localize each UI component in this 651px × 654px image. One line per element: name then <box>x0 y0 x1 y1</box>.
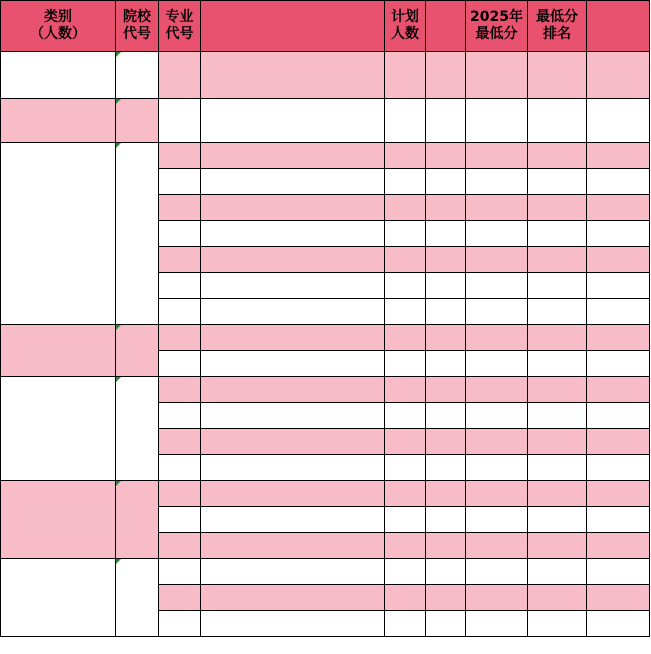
tuition <box>426 169 466 195</box>
min-rank <box>528 611 587 637</box>
major-code <box>159 169 201 195</box>
table-row <box>1 559 650 585</box>
major-name <box>201 533 385 559</box>
major-code <box>159 99 201 143</box>
category-cell <box>1 377 116 481</box>
min-rank <box>528 273 587 299</box>
major-code <box>159 221 201 247</box>
note <box>587 507 650 533</box>
major-name <box>201 99 385 143</box>
major-code <box>159 429 201 455</box>
plan-count <box>385 481 426 507</box>
tuition <box>426 377 466 403</box>
major-code <box>159 611 201 637</box>
major-name <box>201 585 385 611</box>
min-rank <box>528 169 587 195</box>
min-rank <box>528 52 587 99</box>
header-min-rank: 最低分 排名 <box>528 1 587 52</box>
plan-count <box>385 169 426 195</box>
note <box>587 481 650 507</box>
min-score <box>466 481 528 507</box>
plan-count <box>385 403 426 429</box>
tuition <box>426 429 466 455</box>
header-min-score: 2025年 最低分 <box>466 1 528 52</box>
major-name <box>201 507 385 533</box>
min-rank <box>528 221 587 247</box>
major-name <box>201 611 385 637</box>
note <box>587 143 650 169</box>
school-code <box>116 99 159 143</box>
category-cell <box>1 325 116 377</box>
tuition <box>426 299 466 325</box>
major-code <box>159 455 201 481</box>
note <box>587 299 650 325</box>
plan-count <box>385 455 426 481</box>
tuition <box>426 273 466 299</box>
school-code <box>116 52 159 99</box>
min-rank <box>528 351 587 377</box>
min-rank <box>528 585 587 611</box>
tuition <box>426 221 466 247</box>
min-score <box>466 507 528 533</box>
min-score <box>466 559 528 585</box>
plan-count <box>385 533 426 559</box>
plan-count <box>385 325 426 351</box>
note <box>587 169 650 195</box>
tuition <box>426 507 466 533</box>
major-code <box>159 481 201 507</box>
note <box>587 403 650 429</box>
min-score <box>466 143 528 169</box>
table-row <box>1 52 650 99</box>
tuition <box>426 52 466 99</box>
category-cell <box>1 481 116 559</box>
plan-count <box>385 273 426 299</box>
major-code <box>159 52 201 99</box>
major-code <box>159 403 201 429</box>
min-rank <box>528 455 587 481</box>
min-score <box>466 377 528 403</box>
tuition <box>426 351 466 377</box>
header-plan: 计划 人数 <box>385 1 426 52</box>
tuition <box>426 533 466 559</box>
note <box>587 377 650 403</box>
min-score <box>466 99 528 143</box>
plan-count <box>385 585 426 611</box>
min-score <box>466 585 528 611</box>
min-score <box>466 429 528 455</box>
note <box>587 455 650 481</box>
major-name <box>201 52 385 99</box>
note <box>587 351 650 377</box>
note <box>587 325 650 351</box>
header-major-code: 专业 代号 <box>159 1 201 52</box>
major-code <box>159 299 201 325</box>
major-code <box>159 585 201 611</box>
major-code <box>159 533 201 559</box>
school-code <box>116 377 159 481</box>
min-rank <box>528 481 587 507</box>
note <box>587 221 650 247</box>
tuition <box>426 585 466 611</box>
min-score <box>466 455 528 481</box>
min-rank <box>528 403 587 429</box>
table-row <box>1 99 650 143</box>
major-name <box>201 351 385 377</box>
major-name <box>201 195 385 221</box>
tuition <box>426 247 466 273</box>
plan-count <box>385 429 426 455</box>
major-name <box>201 429 385 455</box>
note <box>587 195 650 221</box>
major-code <box>159 351 201 377</box>
tuition <box>426 403 466 429</box>
min-rank <box>528 99 587 143</box>
school-code <box>116 143 159 325</box>
min-score <box>466 52 528 99</box>
min-rank <box>528 533 587 559</box>
tuition <box>426 143 466 169</box>
table-row <box>1 481 650 507</box>
note <box>587 247 650 273</box>
min-rank <box>528 429 587 455</box>
tuition <box>426 611 466 637</box>
major-name <box>201 455 385 481</box>
min-score <box>466 221 528 247</box>
note <box>587 99 650 143</box>
category-cell <box>1 52 116 99</box>
major-code <box>159 377 201 403</box>
plan-count <box>385 559 426 585</box>
note <box>587 429 650 455</box>
school-code <box>116 481 159 559</box>
major-name <box>201 559 385 585</box>
major-code <box>159 507 201 533</box>
min-rank <box>528 325 587 351</box>
category-cell <box>1 143 116 325</box>
plan-count <box>385 52 426 99</box>
note <box>587 585 650 611</box>
major-code <box>159 325 201 351</box>
min-rank <box>528 247 587 273</box>
min-rank <box>528 377 587 403</box>
plan-count <box>385 143 426 169</box>
school-code <box>116 325 159 377</box>
min-score <box>466 403 528 429</box>
major-code <box>159 559 201 585</box>
min-score <box>466 195 528 221</box>
major-code <box>159 195 201 221</box>
note <box>587 52 650 99</box>
note <box>587 273 650 299</box>
min-rank <box>528 143 587 169</box>
school-code <box>116 559 159 637</box>
major-name <box>201 325 385 351</box>
header-tuition <box>426 1 466 52</box>
min-score <box>466 351 528 377</box>
plan-count <box>385 351 426 377</box>
major-name <box>201 247 385 273</box>
major-code <box>159 273 201 299</box>
table-row <box>1 377 650 403</box>
plan-count <box>385 507 426 533</box>
min-score <box>466 299 528 325</box>
plan-count <box>385 99 426 143</box>
major-name <box>201 403 385 429</box>
min-score <box>466 533 528 559</box>
header-major-name <box>201 1 385 52</box>
tuition <box>426 195 466 221</box>
major-name <box>201 273 385 299</box>
category-cell <box>1 559 116 637</box>
min-rank <box>528 559 587 585</box>
category-cell <box>1 99 116 143</box>
min-score <box>466 247 528 273</box>
header-note <box>587 1 650 52</box>
header-school-code: 院校 代号 <box>116 1 159 52</box>
plan-count <box>385 221 426 247</box>
plan-count <box>385 299 426 325</box>
tuition <box>426 455 466 481</box>
min-score <box>466 325 528 351</box>
major-code <box>159 247 201 273</box>
min-score <box>466 169 528 195</box>
plan-count <box>385 247 426 273</box>
plan-count <box>385 195 426 221</box>
note <box>587 611 650 637</box>
major-name <box>201 377 385 403</box>
major-name <box>201 221 385 247</box>
tuition <box>426 325 466 351</box>
min-rank <box>528 507 587 533</box>
tuition <box>426 481 466 507</box>
min-rank <box>528 299 587 325</box>
plan-count <box>385 377 426 403</box>
note <box>587 559 650 585</box>
header-category: 类别 （人数） <box>1 1 116 52</box>
major-name <box>201 299 385 325</box>
major-name <box>201 481 385 507</box>
major-name <box>201 169 385 195</box>
major-code <box>159 143 201 169</box>
table-row <box>1 143 650 169</box>
tuition <box>426 559 466 585</box>
note <box>587 533 650 559</box>
min-rank <box>528 195 587 221</box>
min-score <box>466 273 528 299</box>
tuition <box>426 99 466 143</box>
major-name <box>201 143 385 169</box>
plan-count <box>385 611 426 637</box>
table-row <box>1 325 650 351</box>
min-score <box>466 611 528 637</box>
